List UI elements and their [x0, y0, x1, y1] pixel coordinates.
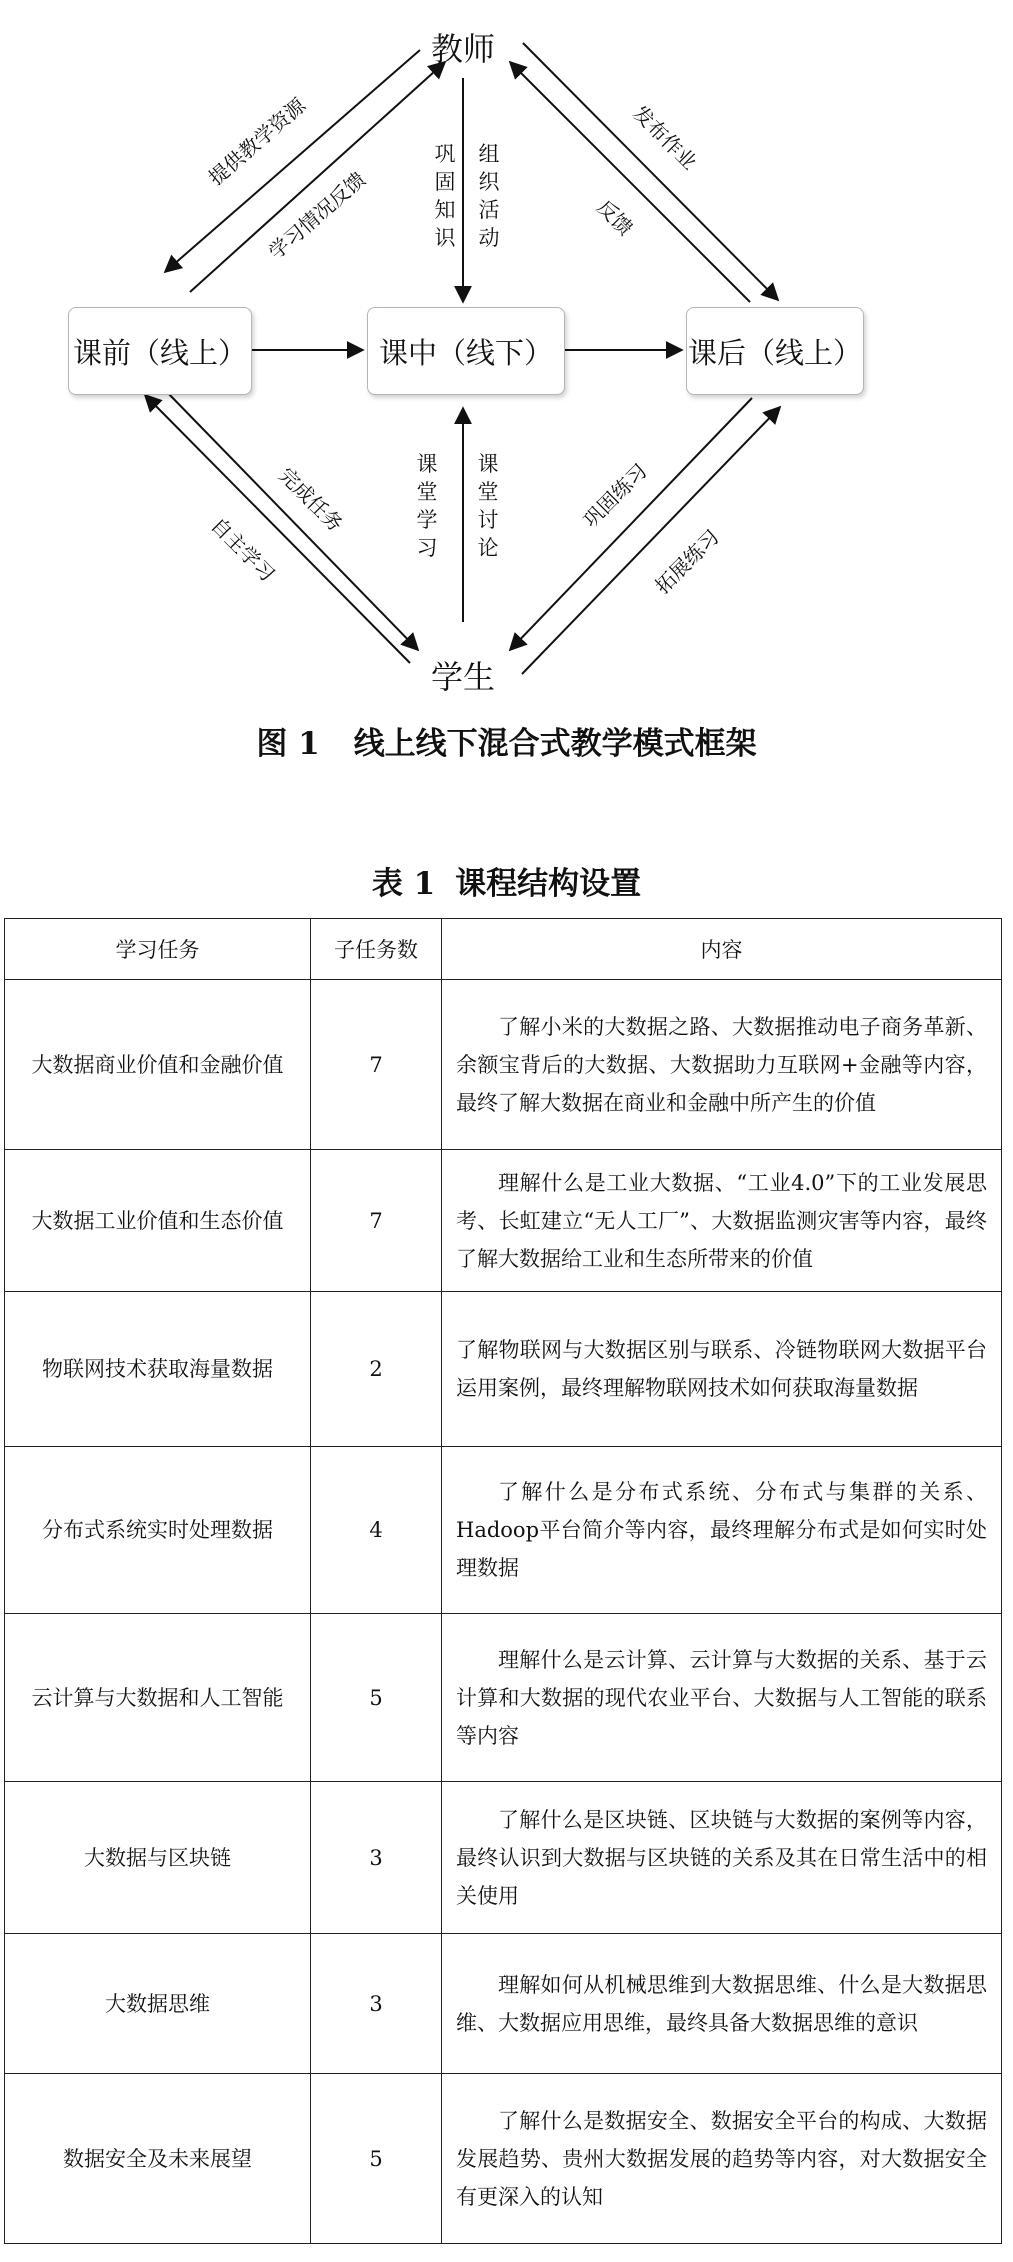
teaching-model-diagram [0, 0, 1013, 700]
cell-task: 大数据工业价值和生态价值 [5, 1150, 311, 1292]
cell-task: 数据安全及未来展望 [5, 2074, 311, 2244]
label-provide-resources: 提供教学资源 [203, 93, 311, 191]
label-class-discussion: 课堂讨论 [477, 452, 499, 560]
cell-task: 物联网技术获取海量数据 [5, 1292, 311, 1447]
node-student: 学生 [430, 658, 495, 696]
cell-content: 了解什么是数据安全、数据安全平台的构成、大数据发展趋势、贵州大数据发展的趋势等内容，对大数据安全有更深入的认知 [442, 2074, 1002, 2244]
label-organize-activities: 组织活动 [478, 142, 500, 250]
cell-count: 2 [311, 1292, 442, 1447]
arrow-teacher-to-post [523, 43, 778, 300]
table-row [5, 1447, 1002, 1614]
arrow-student-to-pre [145, 395, 410, 663]
table-row [5, 980, 1002, 1150]
node-post-class-online: 课后（线上） [686, 307, 864, 395]
label-complete-tasks: 完成任务 [274, 462, 348, 537]
node-pre-class-online: 课前（线上） [68, 307, 252, 395]
cell-count: 5 [311, 2074, 442, 2244]
cell-task: 大数据商业价值和金融价值 [5, 980, 311, 1150]
cell-content: 理解如何从机械思维到大数据思维、什么是大数据思维、大数据应用思维，最终具备大数据思维的意识 [442, 1934, 1002, 2074]
node-teacher: 教师 [430, 30, 495, 68]
header-learning-task: 学习任务 [5, 919, 311, 980]
cell-task: 云计算与大数据和人工智能 [5, 1614, 311, 1782]
table-row [5, 1292, 1002, 1447]
table-caption [0, 858, 1013, 903]
arrow-post-to-teacher [510, 62, 750, 302]
header-subtask-count: 子任务数 [311, 919, 442, 980]
node-in-class-offline: 课中（线下） [367, 307, 565, 395]
table-caption-number: 表 1 [371, 866, 436, 902]
label-feedback: 反馈 [592, 194, 638, 241]
label-learning-feedback: 学习情况反馈 [263, 167, 371, 265]
figure-caption-text: 线上线下混合式教学模式框架 [353, 726, 757, 762]
cell-count: 7 [311, 980, 442, 1150]
cell-task: 大数据思维 [5, 1934, 311, 2074]
cell-content: 了解物联网与大数据区别与联系、冷链物联网大数据平台运用案例，最终理解物联网技术如何获取海量数据 [442, 1292, 1002, 1447]
cell-content: 理解什么是工业大数据、“工业4.0”下的工业发展思考、长虹建立“无人工厂”、大数据监测灾害等内容，最终了解大数据给工业和生态所带来的价值 [442, 1150, 1002, 1292]
label-extension-practice: 拓展练习 [650, 524, 724, 599]
table-row [5, 2074, 1002, 2244]
cell-task: 大数据与区块链 [5, 1782, 311, 1934]
label-self-study: 自主学习 [206, 512, 280, 587]
table-row [5, 1782, 1002, 1934]
arrow-student-to-post [522, 407, 780, 674]
table-caption-text: 课程结构设置 [455, 866, 642, 902]
cell-task: 分布式系统实时处理数据 [5, 1447, 311, 1614]
label-consolidation-practice: 巩固练习 [578, 458, 652, 533]
course-structure-table [4, 918, 1002, 2244]
table-header-row [5, 919, 1002, 980]
cell-count: 4 [311, 1447, 442, 1614]
label-assign-homework: 发布作业 [628, 100, 702, 175]
cell-count: 5 [311, 1614, 442, 1782]
figure-caption [0, 718, 1013, 763]
table-row [5, 1150, 1002, 1292]
cell-count: 3 [311, 1934, 442, 2074]
cell-count: 3 [311, 1782, 442, 1934]
cell-content: 了解小米的大数据之路、大数据推动电子商务革新、余额宝背后的大数据、大数据助力互联网+金融等内容，最终了解大数据在商业和金融中所产生的价值 [442, 980, 1002, 1150]
table-row [5, 1614, 1002, 1782]
cell-content: 了解什么是区块链、区块链与大数据的案例等内容，最终认识到大数据与区块链的关系及其在日常生活中的相关使用 [442, 1782, 1002, 1934]
label-consolidate-knowledge: 巩固知识 [434, 142, 456, 250]
table-row [5, 1934, 1002, 2074]
header-content: 内容 [442, 919, 1002, 980]
cell-content: 理解什么是云计算、云计算与大数据的关系、基于云计算和大数据的现代农业平台、大数据与人工智能的联系等内容 [442, 1614, 1002, 1782]
label-class-study: 课堂学习 [416, 452, 438, 560]
cell-count: 7 [311, 1150, 442, 1292]
figure-caption-number: 图 1 [256, 726, 320, 762]
cell-content: 了解什么是分布式系统、分布式与集群的关系、Hadoop平台简介等内容，最终理解分布式是如何实时处理数据 [442, 1447, 1002, 1614]
